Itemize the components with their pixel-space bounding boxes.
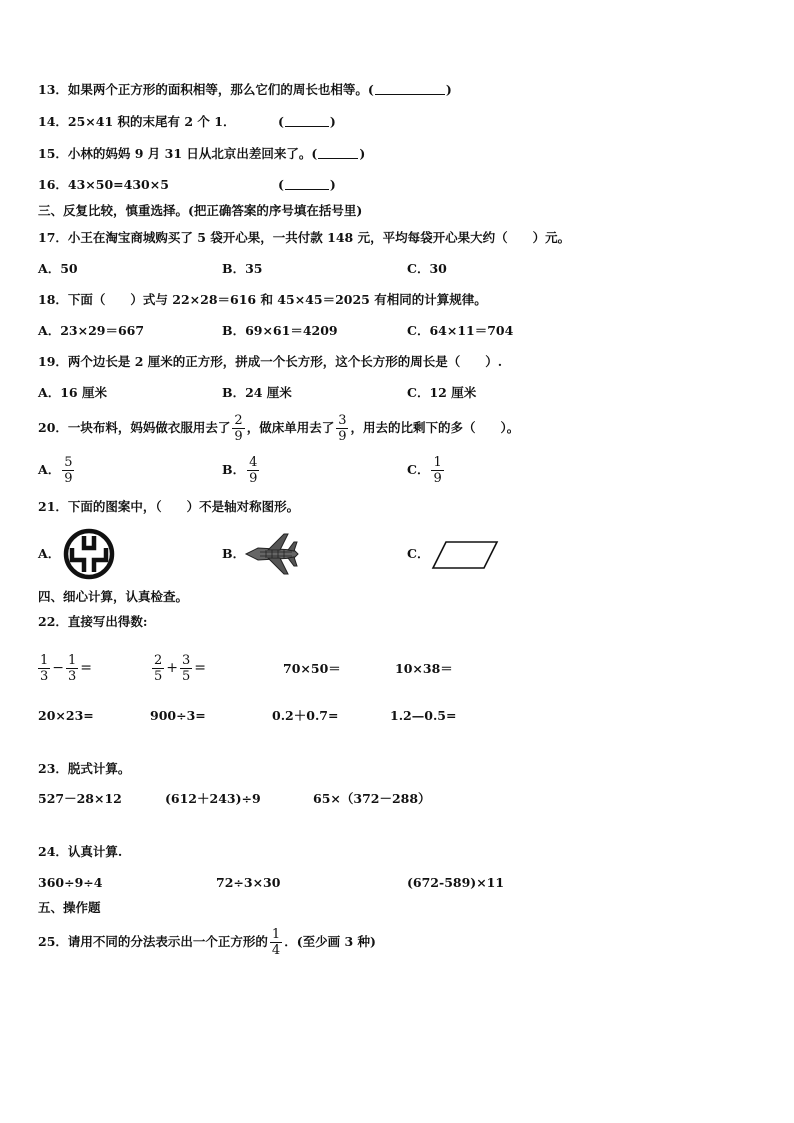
q22-expr-7: 0.2＋0.7=: [272, 708, 339, 723]
section-4-heading: 四、细心计算，认真检查。: [38, 589, 189, 604]
airplane-icon: [244, 532, 300, 576]
q21-option-c[interactable]: C．: [407, 546, 430, 561]
q20-a-label: A．: [38, 462, 61, 477]
q20-b-label: B．: [222, 462, 246, 477]
q22-e2-fraction-2: [180, 653, 192, 684]
question-22: 22．直接写出得数:: [38, 614, 148, 629]
q22-expr-4: 10×38＝: [395, 661, 453, 676]
q22-expr-2: [150, 648, 206, 688]
q16-number: 16．: [38, 177, 68, 192]
question-19: 19．两个边长是 2 厘米的正方形，拼成一个长方形，这个长方形的周长是（ ）.: [38, 354, 503, 369]
q16-answer: [278, 177, 336, 193]
q19-option-a[interactable]: A．16 厘米: [38, 385, 107, 400]
bank-logo-icon: [62, 528, 116, 580]
q25-numerator: 1: [271, 927, 281, 942]
q23-expr-3: 65×（372－288）: [313, 791, 431, 806]
section-3-heading: 三、反复比较，慎重选择。(把正确答案的序号填在括号里): [38, 203, 363, 218]
q20-option-b[interactable]: [222, 452, 261, 488]
q20-f2-numerator: 3: [338, 413, 347, 428]
question-20: [38, 410, 519, 446]
q20-c-label: C．: [407, 462, 430, 477]
q15-close-paren: ): [359, 146, 366, 161]
question-15: [38, 146, 365, 162]
question-23: 23．脱式计算。: [38, 761, 131, 776]
q22-expr-5: 20×23=: [38, 708, 94, 723]
q20-c-denominator: 9: [433, 471, 442, 486]
q20-b-denominator: 9: [249, 471, 258, 486]
question-13: [38, 82, 452, 98]
q14-answer-blank[interactable]: [285, 114, 329, 127]
q20-text-part3: ，用去的比剩下的多（ ）。: [350, 420, 520, 435]
q20-a-denominator: 9: [64, 471, 73, 486]
q22-e1-denominator-1: 3: [40, 669, 49, 684]
q22-e2-denominator-2: 5: [182, 669, 191, 684]
q16-text: 43×50=430×5: [67, 177, 169, 192]
q19-option-c[interactable]: C．12 厘米: [407, 385, 477, 400]
q24-expr-3: (672-589)×11: [407, 875, 505, 890]
q22-expr-8: 1.2—0.5=: [390, 708, 457, 723]
q15-text: 小林的妈妈 9 月 31 日从北京出差回来了。(: [67, 146, 318, 161]
q20-text-part2: ，做床单用去了: [246, 420, 335, 435]
q20-b-fraction: [247, 455, 259, 486]
q22-e1-fraction-1: [38, 653, 50, 684]
q20-c-numerator: 1: [433, 455, 442, 470]
q14-answer: [278, 114, 336, 130]
question-16: [38, 177, 169, 193]
q22-e2-operator: +: [166, 660, 179, 676]
question-24: 24．认真计算.: [38, 844, 123, 859]
q25-fraction: [270, 927, 282, 958]
q14-text: 25×41 积的末尾有 2 个 1．: [67, 114, 236, 129]
q21-option-b[interactable]: B．: [222, 546, 246, 561]
q22-e2-numerator-1: 2: [154, 653, 163, 668]
q14-number: 14．: [38, 114, 68, 129]
q20-a-numerator: 5: [64, 455, 73, 470]
q15-number: 15．: [38, 146, 68, 161]
q17-option-a[interactable]: A．50: [38, 261, 78, 276]
q23-expr-1: 527－28×12: [38, 791, 122, 806]
q20-fraction-2: [336, 413, 348, 444]
q17-option-c[interactable]: C．30: [407, 261, 447, 276]
q13-text: 如果两个正方形的面积相等，那么它们的周长也相等。(: [67, 82, 374, 97]
q22-expr-6: 900÷3=: [150, 708, 206, 723]
q20-f1-numerator: 2: [234, 413, 243, 428]
q13-answer-blank[interactable]: [375, 82, 445, 95]
q22-e2-equals: =: [194, 660, 207, 676]
parallelogram-icon: [430, 539, 500, 571]
q13-close-paren: ): [445, 82, 452, 97]
q22-e1-fraction-2: [66, 653, 78, 684]
question-21: 21．下面的图案中，（ ）不是轴对称图形。: [38, 499, 300, 514]
q20-f1-denominator: 9: [234, 429, 243, 444]
q20-b-numerator: 4: [249, 455, 258, 470]
q22-e1-operator: −: [52, 660, 65, 676]
q25-text-part2: ．(至少画 3 种): [284, 934, 376, 949]
q16-close-paren: ): [329, 177, 336, 192]
q22-e1-numerator-2: 1: [68, 653, 77, 668]
question-17: 17．小王在淘宝商城购买了 5 袋开心果，一共付款 148 元，平均每袋开心果大约（ ）元。: [38, 230, 571, 245]
q13-number: 13．: [38, 82, 68, 97]
q18-option-a[interactable]: A．23×29＝667: [38, 323, 145, 338]
q22-e2-denominator-1: 5: [154, 669, 163, 684]
q22-expr-3: 70×50＝: [283, 661, 341, 676]
q16-open-paren: (: [278, 177, 284, 192]
q22-e1-numerator-1: 1: [40, 653, 49, 668]
q16-answer-blank[interactable]: [285, 177, 329, 190]
q25-denominator: 4: [271, 943, 281, 958]
q22-expr-1: [36, 648, 92, 688]
question-18: 18．下面（ ）式与 22×28＝616 和 45×45＝2025 有相同的计算规律。: [38, 292, 487, 307]
section-5-heading: 五、操作题: [38, 900, 101, 915]
q20-text-part1: 20．一块布料，妈妈做衣服用去了: [38, 420, 231, 435]
q20-c-fraction: [431, 455, 443, 486]
q21-option-a[interactable]: A．: [38, 546, 61, 561]
question-14: [38, 114, 235, 130]
q25-text-part1: 25．请用不同的分法表示出一个正方形的: [38, 934, 268, 949]
q18-option-b[interactable]: B．69×61＝4209: [222, 323, 338, 338]
q17-option-b[interactable]: B．35: [222, 261, 263, 276]
q20-f2-denominator: 9: [338, 429, 347, 444]
q20-option-a[interactable]: [38, 452, 76, 488]
q22-e1-denominator-2: 3: [68, 669, 77, 684]
q15-answer-blank[interactable]: [318, 146, 358, 159]
q20-a-fraction: [62, 455, 74, 486]
q19-option-b[interactable]: B．24 厘米: [222, 385, 292, 400]
q20-fraction-1: [232, 413, 244, 444]
q23-expr-2: (612＋243)÷9: [165, 791, 261, 806]
q20-option-c[interactable]: [407, 452, 446, 488]
q24-expr-1: 360÷9÷4: [38, 875, 103, 890]
question-25: [38, 922, 376, 962]
q18-option-c[interactable]: C．64×11＝704: [407, 323, 514, 338]
q14-open-paren: (: [278, 114, 284, 129]
q14-close-paren: ): [329, 114, 336, 129]
q22-e2-fraction-1: [152, 653, 164, 684]
q22-e2-numerator-2: 3: [182, 653, 191, 668]
q24-expr-2: 72÷3×30: [216, 875, 281, 890]
q22-e1-equals: =: [80, 660, 93, 676]
